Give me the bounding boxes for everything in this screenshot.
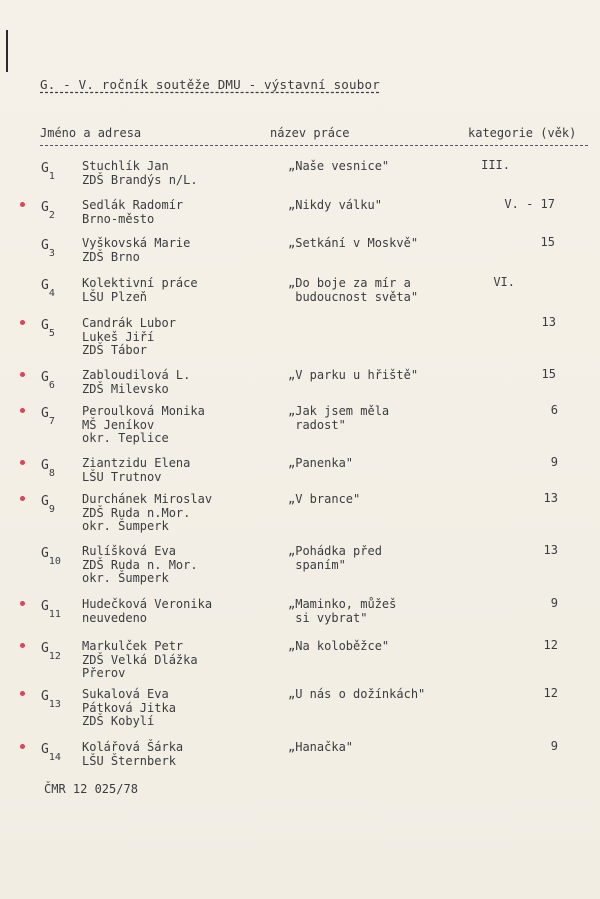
entry-name-line: Kolářová Šárka (82, 740, 184, 754)
entry-name-line: Sukalová Eva (82, 687, 169, 701)
entry-code-letter: G (41, 494, 49, 509)
entry-name-line: ZDŠ Ruda n.Mor. (82, 505, 191, 520)
entry-category: 12 (543, 686, 558, 700)
entry-category: 13 (543, 491, 558, 505)
bullet-marker (20, 601, 25, 606)
entry-title-line: si vybrat" (288, 610, 368, 625)
entry-title-line: „Panenka" (288, 456, 354, 470)
entry-work-title (288, 493, 360, 507)
entry-name-line: Sedlák Radomír (82, 198, 184, 212)
entry-title-line: „Do boje za mír a (288, 276, 411, 290)
document-heading: G. - V. ročník soutěže DMU - výstavní soubor (40, 77, 380, 92)
entry-category: 12 (543, 638, 558, 652)
entry-name-address (82, 369, 190, 396)
entry-code-letter: G (41, 458, 49, 473)
entry-code (41, 459, 55, 477)
entry-code (41, 743, 61, 761)
column-header-title: název práce (270, 126, 350, 140)
entry-code-letter: G (41, 689, 49, 704)
entry-work-title (288, 199, 382, 213)
entry-name-address (82, 457, 190, 484)
entry-name-line: ZDŠ Tábor (82, 343, 148, 357)
entry-title-line: „Na koloběžce" (288, 639, 390, 653)
entry-category: 6 (550, 403, 558, 417)
entry-code-number: 9 (48, 503, 55, 515)
entry-code-number: 2 (48, 209, 55, 221)
entry-category: 13 (543, 543, 558, 557)
entry-code (41, 371, 55, 389)
entry-name-line: okr. Šumperk (82, 519, 169, 533)
entry-code (41, 162, 55, 180)
entry-work-title (288, 277, 418, 304)
entry-category: 13 (541, 315, 556, 329)
entry-name-line: Candrák Lubor (82, 316, 176, 330)
entry-name-line: LŠU Plzeň (82, 289, 148, 304)
entry-work-title (288, 237, 418, 251)
bullet-marker (20, 320, 25, 325)
entry-name-line: Hudečková Veronika (82, 597, 213, 611)
entry-name-line: ZDŠ Milevsko (82, 381, 169, 396)
entry-name-line: Vyškovská Marie (82, 236, 191, 250)
entry-name-line: ZDŠ Brno (82, 249, 140, 264)
entry-name-address (82, 277, 198, 304)
column-header-name: Jméno a adresa (40, 126, 142, 140)
entry-name-line: Lukeš Jiří (82, 329, 155, 344)
entry-work-title (288, 688, 425, 702)
entry-category: 15 (540, 235, 555, 249)
entry-name-address (82, 317, 176, 358)
entry-code (41, 279, 55, 297)
bullet-marker (20, 202, 25, 207)
footer-reference: ČMR 12 025/78 (44, 782, 138, 796)
entry-name-line: LŠU Šternberk (82, 753, 176, 768)
bullet-marker (20, 408, 25, 413)
entry-name-line: Pátková Jitka (82, 700, 176, 715)
entry-work-title (288, 741, 353, 755)
entry-name-address (82, 237, 190, 264)
entry-code-number: 7 (48, 415, 55, 427)
entry-code-number: 13 (48, 698, 61, 710)
entry-title-line: „Hanačka" (288, 740, 354, 754)
bullet-marker (20, 691, 25, 696)
entry-name-line: LŠU Trutnov (82, 469, 162, 484)
entry-code-number: 11 (48, 608, 61, 620)
entry-name-line: Brno-město (82, 211, 155, 226)
entry-code-number: 1 (48, 170, 55, 182)
entry-work-title (288, 545, 382, 572)
entry-code (41, 547, 61, 565)
entry-code-number: 4 (48, 287, 55, 299)
bullet-marker (20, 744, 25, 749)
entry-code (41, 600, 61, 618)
entry-code-letter: G (41, 200, 49, 215)
entry-category: 9 (550, 596, 558, 610)
entry-work-title (288, 369, 418, 383)
entry-name-address (82, 640, 198, 681)
entry-title-line: „Setkání v Moskvě" (288, 236, 419, 250)
entry-name-address (82, 493, 212, 534)
entry-code-letter: G (41, 742, 49, 757)
entry-name-line: Přerov (82, 666, 126, 680)
entry-code-letter: G (41, 370, 49, 385)
header-rule (40, 145, 588, 146)
entry-code-letter: G (41, 278, 49, 293)
entry-name-line: ZDŠ Brandýs n/L. (82, 172, 198, 187)
entry-work-title (288, 598, 396, 625)
entry-code (41, 495, 55, 513)
entry-name-address (82, 405, 205, 446)
entry-work-title (288, 457, 353, 471)
entry-title-line: budoucnost světa" (288, 289, 419, 304)
entry-title-line: spaním" (288, 557, 346, 572)
entry-category: 15 (541, 367, 556, 381)
entry-code-letter: G (41, 406, 49, 421)
entry-work-title (288, 160, 389, 174)
entry-title-line: „V brance" (288, 492, 361, 506)
entry-name-address (82, 598, 212, 625)
entry-name-line: Stuchlík Jan (82, 159, 169, 173)
entry-title-line: radost" (288, 417, 346, 432)
entry-title-line: „Pohádka před (288, 544, 382, 558)
margin-mark (6, 30, 8, 72)
entry-code-letter: G (41, 318, 49, 333)
entry-code-letter: G (41, 641, 49, 656)
entry-name-line: Rulíšková Eva (82, 544, 176, 558)
entry-code-letter: G (41, 238, 49, 253)
entry-name-line: Peroulková Monika (82, 404, 205, 418)
entry-name-address (82, 160, 198, 187)
entry-name-line: okr. Teplice (82, 431, 169, 445)
entry-name-address (82, 545, 198, 586)
entry-title-line: „U nás o dožínkách" (288, 687, 426, 701)
entry-category: VI. (493, 275, 515, 289)
entry-code (41, 407, 55, 425)
entry-code-number: 12 (48, 650, 61, 662)
entry-name-line: Kolektivní práce (82, 276, 198, 290)
entry-code-number: 8 (48, 467, 55, 479)
bullet-marker (20, 643, 25, 648)
entry-category: V. - 17 (504, 197, 555, 211)
entry-category: 9 (550, 739, 558, 753)
entry-name-address (82, 688, 176, 729)
entry-title-line: „Maminko, můžeš (288, 597, 397, 611)
entry-name-line: MŠ Jeníkov (82, 417, 155, 432)
entry-work-title (288, 405, 389, 432)
entry-title-line: „Nikdy válku" (288, 198, 382, 212)
entry-code-number: 5 (48, 327, 55, 339)
entry-name-line: Zabloudilová L. (82, 368, 191, 382)
entry-code-number: 10 (48, 555, 61, 567)
entry-category: III. (481, 158, 510, 172)
entry-name-address (82, 199, 183, 226)
entry-code-number: 14 (48, 751, 61, 763)
entry-work-title (288, 640, 389, 654)
entry-code-letter: G (41, 546, 49, 561)
entry-name-line: ZDŠ Ruda n. Mor. (82, 557, 198, 572)
entry-code (41, 642, 61, 660)
entry-title-line: „Naše vesnice" (288, 159, 390, 173)
entry-name-line: ZDŠ Velká Dlážka (82, 652, 198, 667)
entry-code-number: 6 (48, 379, 55, 391)
entry-name-line: Durchánek Miroslav (82, 492, 213, 506)
entry-code-letter: G (41, 599, 49, 614)
entry-code-letter: G (41, 161, 49, 176)
entry-title-line: „Jak jsem měla (288, 404, 390, 418)
entry-name-line: Markulček Petr (82, 639, 184, 653)
column-header-category: kategorie (věk) (468, 126, 577, 140)
entry-name-address (82, 741, 183, 768)
entry-code-number: 3 (48, 247, 55, 259)
entry-name-line: Ziantzidu Elena (82, 456, 191, 470)
entry-title-line: „V parku u hřiště" (288, 368, 419, 382)
entry-code (41, 201, 55, 219)
entry-code (41, 239, 55, 257)
bullet-marker (20, 496, 25, 501)
entry-code (41, 319, 55, 337)
bullet-marker (20, 372, 25, 377)
entry-name-line: okr. Šumperk (82, 571, 169, 585)
entry-code (41, 690, 61, 708)
entry-category: 9 (550, 455, 558, 469)
entry-name-line: ZDŠ Kobylí (82, 714, 155, 728)
bullet-marker (20, 460, 25, 465)
entry-name-line: neuvedeno (82, 610, 148, 625)
